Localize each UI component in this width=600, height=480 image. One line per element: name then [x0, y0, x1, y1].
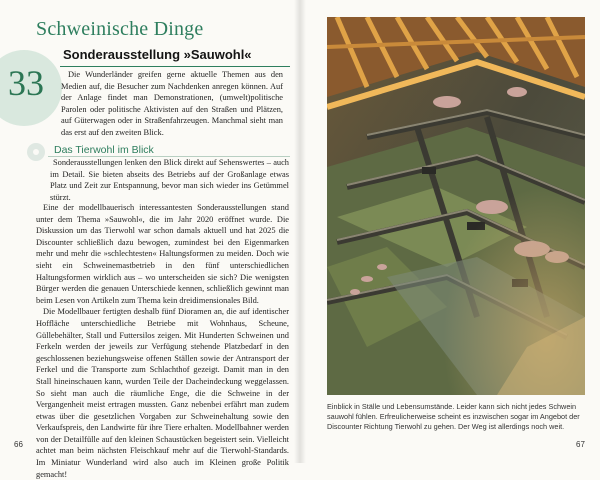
- intro-paragraph: Die Wunderländer greifen gerne aktuelle Themen aus den Medien auf, die Besucher zum Nachdenken anregen können. Auf der Anlage findet man Demonstrationen, (umwelt)politische Parolen oder politische Aktivisten auf den Straßen und Plätzen, auf Güterwagen oder in Straßenfahrzeugen. Manchmal sieht man das erst auf den zweiten Blick.: [61, 70, 283, 137]
- chapter-title: Schweinische Dinge: [36, 18, 204, 40]
- subsection-title: Das Tierwohl im Blick: [54, 144, 154, 156]
- paragraph: Sonderausstellungen lenken den Blick direkt auf Sehenswertes – auch im Detail. Sie bieten abseits des Betriebs auf der Großanlage etwas Platz und Zeit zur Entspannung, bevor man sich wieder ins Getümmel stürzt.: [50, 158, 289, 202]
- body-text-top: [36, 157, 289, 203]
- page-number-right: 67: [576, 440, 585, 449]
- photo-caption: Einblick in Ställe und Lebensumstände. Leider kann sich nicht jedes Schwein sauwohl fühlen. Erfreulicherweise scheint es inzwischen sogar im Angebot der Discounter Richtung Tierwohl zu gehen. Der Weg ist allerdings noch weit.: [327, 402, 580, 431]
- diorama-photo: [327, 17, 585, 395]
- right-page: [300, 0, 600, 463]
- paragraph: Die Modellbauer fertigten deshalb fünf Dioramen an, die auf identischer Hoffläche unterschiedliche Betriebe mit Wohnhaus, Scheune, Güllebehälter, Stall und Futtersilos zeigen. Mit Hunderten Schweinen und Ferkeln werden der jeweils zur Verfügung stehende Platzbedarf in den geschlossenen beziehungsweise offenen Ställen sowie der Antransport der Ferkel und die Transporte zum Schlachthof gezeigt. Damit man in den Stall hineinschauen kann, wurden Teile der Dacheindeckung weggelassen. So sieht man auch die räumliche Enge, die die Schweine in der Vergangenheit meist ertragen mussten. Ganz nebenbei erfährt man zudem etwas über die gesetzlichen Vorgaben zur Schweinehaltung sowie den Verkaufspreis, den Landwirte für ihre Tiere erhalten. Modellbahner werden von der Detailfülle auf den kleinen Schaustücken begeistert sein. Vielleicht achtet man beim nächsten Fleischkauf mehr auf die Tierwohl-Standards. Im Miniatur Wunderland wird also auch im Kleinen große Politik gemacht!: [36, 307, 289, 479]
- page-number-left: 66: [14, 440, 23, 449]
- intro-text: [61, 69, 283, 139]
- left-page: [0, 0, 300, 479]
- section-title: Sonderausstellung »Sauwohl«: [63, 47, 252, 62]
- body-text-main: [36, 202, 289, 480]
- chapter-number: 33: [8, 63, 44, 103]
- section-rule: [60, 66, 290, 67]
- paragraph: Eine der modellbauerisch interessantesten Sonderausstellungen stand unter dem Thema »Sauwohl«, die im Jahr 2020 eröffnet wurde. Die Diskussion um das Tierwohl war schon damals aktuell und hat 2025 die Discounter schließlich dazu bewogen, zumindest bei den Eigenmarken mehr und mehr die »schlechtesten« Haltungsformen zu meiden. Doch wie sieht ein Schweinemastbetrieb in den fünf unterschiedlichen Haltungsformen wirklich aus – wo unterscheiden sie sich? Die wenigsten Bürger werden die genauen Unterschiede kennen, schließlich gewinnt man beim Lesen von Artikeln zum Thema kein dreidimensionales Bild.: [36, 203, 289, 305]
